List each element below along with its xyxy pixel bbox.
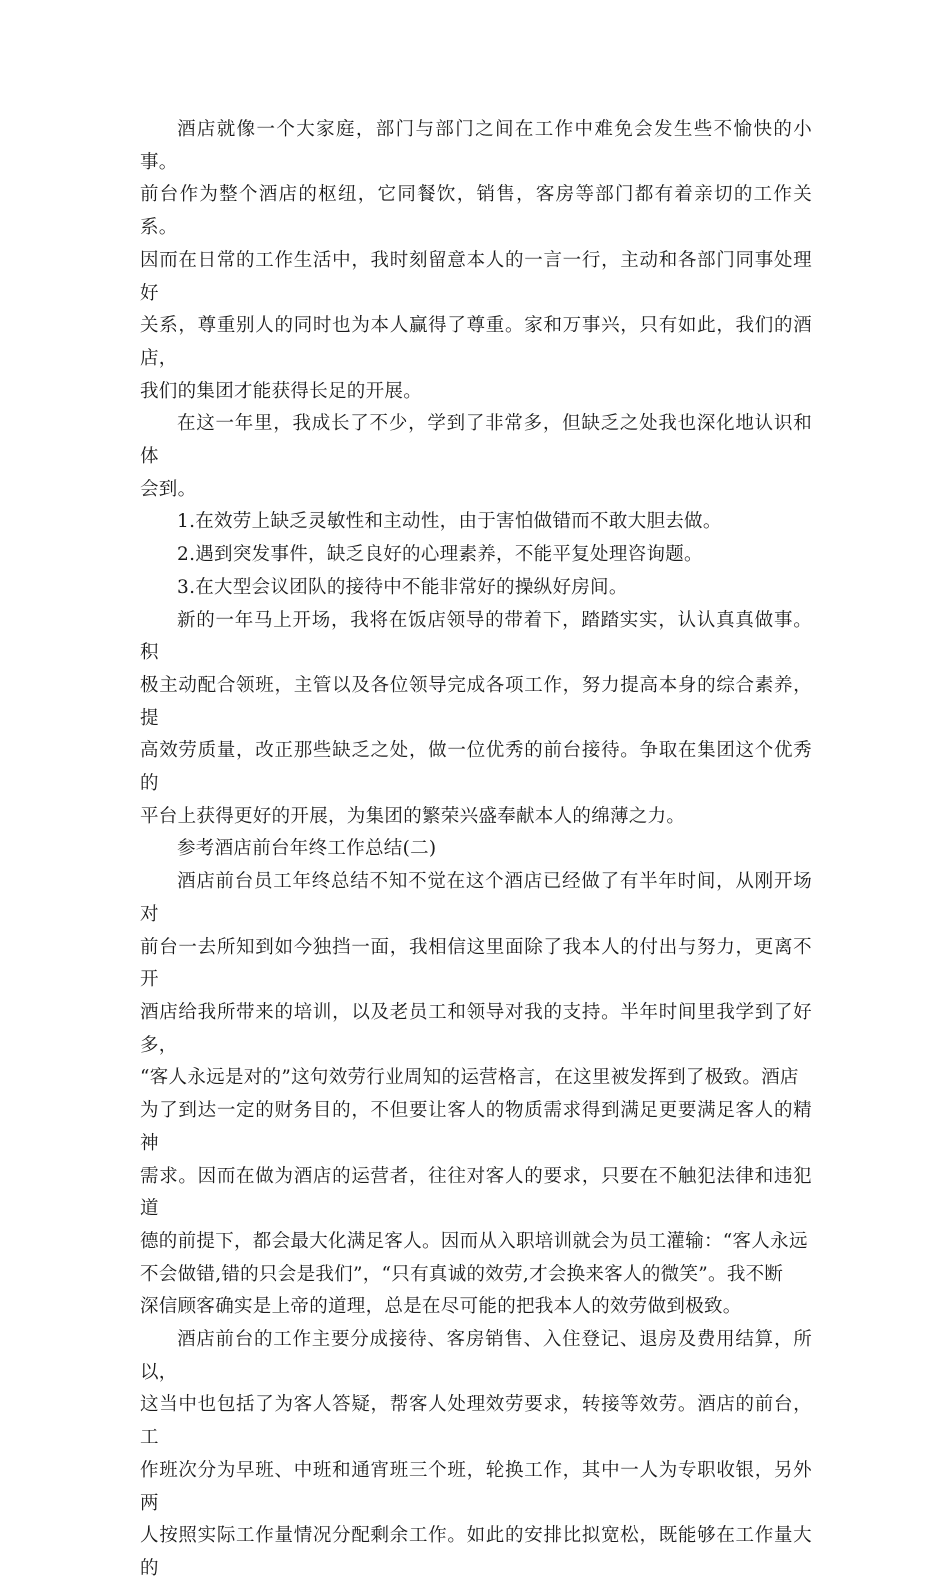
paragraph-growth: 在这一年里，我成长了不少，学到了非常多，但缺乏之处我也深化地认识和体 会到。 bbox=[140, 413, 812, 500]
section-heading: 参考酒店前台年终工作总结(二) bbox=[177, 838, 437, 860]
paragraph-family: 酒店就像一个大家庭，部门与部门之间在工作中难免会发生些不愉快的小事。 前台作为整个酒店的枢纽，它同餐饮，销售，客房等部门都有着亲切的工作关系。 因而在日常的工作生活中，我时刻留意本人的一言一行，主动和各部门同事处理好 关系，尊重别人的同时也为本人赢得了尊重。家和万事兴，只有如此，我们的酒店， 我们的集团才能获得长足的开展。 bbox=[140, 119, 812, 402]
list-item-1: 1.在效劳上缺乏灵敏性和主动性，由于害怕做错而不敢大胆去做。 bbox=[177, 511, 722, 533]
list-item-2: 2.遇到突发事件，缺乏良好的心理素养，不能平复处理咨询题。 bbox=[177, 544, 703, 566]
document-body bbox=[140, 114, 812, 1586]
list-item-3: 3.在大型会议团队的接待中不能非常好的操纵好房间。 bbox=[177, 576, 628, 598]
paragraph-new-year: 新的一年马上开场，我将在饭店领导的带着下，踏踏实实，认认真真做事。积 极主动配合领班，主管以及各位领导完成各项工作，努力提高本身的综合素养，提 高效劳质量，改正那些缺乏之处，做一位优秀的前台接待。争取在集团这个优秀的 平台上获得更好的开展，为集团的繁荣兴盛奉献本人的绵薄之力。 bbox=[140, 609, 812, 827]
paragraph-summary: 酒店前台员工年终总结不知不觉在这个酒店已经做了有半年时间，从刚开场对 前台一去所知到如今独挡一面，我相信这里面除了我本人的付出与努力，更离不开 酒店给我所带来的培训，以及老员工和领导对我的支持。半年时间里我学到了好多， “客人永远是对的”这句效劳行业周知的运营格言，在这里被发挥到了极致。酒店 为了到达一定的财务目的，不但要让客人的物质需求得到满足更要满足客人的精神 需求。因而在做为酒店的运营者，往往对客人的要求，只要在不触犯法律和违犯道 德的前提下，都会最大化满足客人。因而从入职培训就会为员工灌输：“客人永远 不会做错,错的只会是我们”，“只有真诚的效劳,才会换来客人的微笑”。我不断 深信顾客确实是上帝的道理，总是在尽可能的把我本人的效劳做到极致。 bbox=[140, 871, 812, 1318]
paragraph-front-desk-work: 酒店前台的工作主要分成接待、客房销售、入住登记、退房及费用结算，所以， 这当中也包括了为客人答疑，帮客人处理效劳要求，转接等效劳。酒店的前台，工 作班次分为早班、中班和通宵班三个班，轮换工作，其中一人为专职收银，另外两 人按照实际工作量情况分配剩余工作。如此的安排比拟宽松，既能够在工作量大的 bbox=[140, 1329, 812, 1579]
